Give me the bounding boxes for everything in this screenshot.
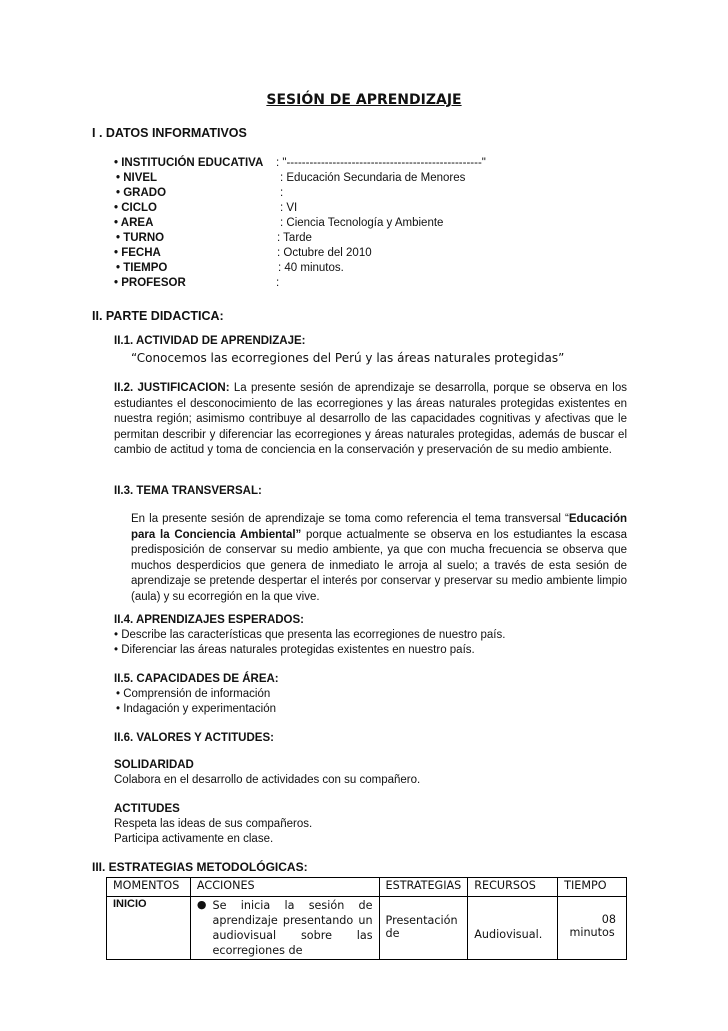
info-label: • PROFESOR xyxy=(114,277,186,289)
valores-heading: II.6. VALORES Y ACTITUDES: xyxy=(114,732,274,744)
tema-bold: Educación para la Conciencia Ambiental” xyxy=(131,513,627,541)
info-value: : xyxy=(280,187,284,199)
table-row xyxy=(107,897,627,960)
tiempo-unit: minutos xyxy=(569,926,615,939)
aprendizajes-heading: II.4. APRENDIZAJES ESPERADOS: xyxy=(114,614,305,626)
info-row-profesor xyxy=(114,277,279,289)
aprendizaje-item: • Diferenciar las áreas naturales protegidas existentes en nuestro país. xyxy=(114,644,475,656)
info-label: • CICLO xyxy=(114,202,157,214)
aprendizaje-item: • Describe las características que presenta las ecorregiones de nuestro país. xyxy=(114,629,506,641)
info-row-fecha xyxy=(114,247,372,259)
info-row-tiempo xyxy=(114,262,344,274)
justificacion-paragraph xyxy=(114,381,627,459)
actitudes-heading: ACTITUDES xyxy=(114,803,180,815)
info-value: : Ciencia Tecnología y Ambiente xyxy=(280,217,444,229)
solidaridad-heading: SOLIDARIDAD xyxy=(114,759,194,771)
section-1-heading: I . DATOS INFORMATIVOS xyxy=(92,126,247,140)
estrategia-cell: Presentación de xyxy=(379,897,468,960)
tiempo-num: 08 xyxy=(601,913,616,926)
justificacion-label: II.2. JUSTIFICACION: xyxy=(114,382,230,394)
actividad-text: “Conocemos las ecorregiones del Perú y las áreas naturales protegidas” xyxy=(131,351,565,365)
tema-text-1: En la presente sesión de aprendizaje se toma como referencia el tema transversal “ xyxy=(131,513,569,525)
info-value: : "---------------------------------------------------" xyxy=(276,157,486,169)
info-row-institucion xyxy=(114,157,486,169)
accion-cell xyxy=(190,897,379,960)
actitud-item: Participa activamente en clase. xyxy=(114,833,274,845)
momento-cell: INICIO xyxy=(107,897,191,960)
actitud-item: Respeta las ideas de sus compañeros. xyxy=(114,818,313,830)
info-label: • TIEMPO xyxy=(116,262,168,274)
info-label: • FECHA xyxy=(114,247,161,259)
header-momentos: MOMENTOS xyxy=(107,878,191,897)
header-acciones: ACCIONES xyxy=(190,878,379,897)
info-row-area xyxy=(114,217,443,229)
header-tiempo: TIEMPO xyxy=(558,878,627,897)
info-row-turno xyxy=(114,232,312,244)
capacidades-heading: II.5. CAPACIDADES DE ÁREA: xyxy=(114,673,279,685)
capacidad-item: • Indagación y experimentación xyxy=(116,703,277,715)
tema-heading: II.3. TEMA TRANSVERSAL: xyxy=(114,485,262,497)
header-recursos: RECURSOS xyxy=(468,878,558,897)
estrategias-table xyxy=(106,877,627,960)
actividad-heading: II.1. ACTIVIDAD DE APRENDIZAJE: xyxy=(114,335,306,347)
accion-text: Se inicia la sesión de aprendizaje presentando un audiovisual sobre las ecorregiones de xyxy=(212,899,373,957)
page-title: SESIÓN DE APRENDIZAJE xyxy=(266,92,462,108)
tema-text-2: porque actualmente se observa en los estudiantes la escasa predisposición de conservar su medio ambiente, ya que con mucha frecuencia se observa que muchos desperdicios que genera de inmediato le arroja al suelo; a través de esta sesión de aprendizaje se pretende despertar el interés por conservar y preservar su medio ambiente limpio (aula) y su ecorregión en la que vive. xyxy=(131,528,627,603)
header-estrategias: ESTRATEGIAS xyxy=(379,878,468,897)
info-value: : 40 minutos. xyxy=(278,262,344,274)
solidaridad-text: Colabora en el desarrollo de actividades con su compañero. xyxy=(114,774,421,786)
justificacion-text: La presente sesión de aprendizaje se desarrolla, porque se observa en los estudiantes el desconocimiento de las ecorregiones y las áreas naturales protegidas existentes en nuestra región; asimismo contribuye al desarrollo de las capacidades cognitivas y afectivas que le permitan describir y diferenciar las ecorregiones y áreas naturales protegidas, además de buscar el cambio de actitud y toma de conciencia en la conservación y preservación de su medio ambiente. xyxy=(114,382,627,457)
info-label: • TURNO xyxy=(116,232,165,244)
info-value: : Tarde xyxy=(277,232,312,244)
info-row-nivel xyxy=(114,172,465,184)
info-label: • INSTITUCIÓN EDUCATIVA xyxy=(114,157,264,169)
tiempo-cell xyxy=(558,897,627,960)
info-label: • AREA xyxy=(114,217,154,229)
section-3-heading: III. ESTRATEGIAS METODOLÓGICAS: xyxy=(92,860,308,874)
table-header-row xyxy=(107,878,627,897)
info-row-ciclo xyxy=(114,202,297,214)
info-value: : xyxy=(276,277,280,289)
info-label: • GRADO xyxy=(116,187,167,199)
info-row-grado xyxy=(114,187,283,199)
info-value: : VI xyxy=(280,202,298,214)
recurso-cell: Audiovisual. xyxy=(468,897,558,960)
bullet-icon: ● xyxy=(196,898,207,911)
info-value: : Octubre del 2010 xyxy=(277,247,372,259)
capacidad-item: • Comprensión de información xyxy=(116,688,271,700)
tema-paragraph xyxy=(131,512,627,606)
info-label: • NIVEL xyxy=(116,172,158,184)
section-2-heading: II. PARTE DIDACTICA: xyxy=(92,309,224,323)
info-value: : Educación Secundaria de Menores xyxy=(280,172,466,184)
